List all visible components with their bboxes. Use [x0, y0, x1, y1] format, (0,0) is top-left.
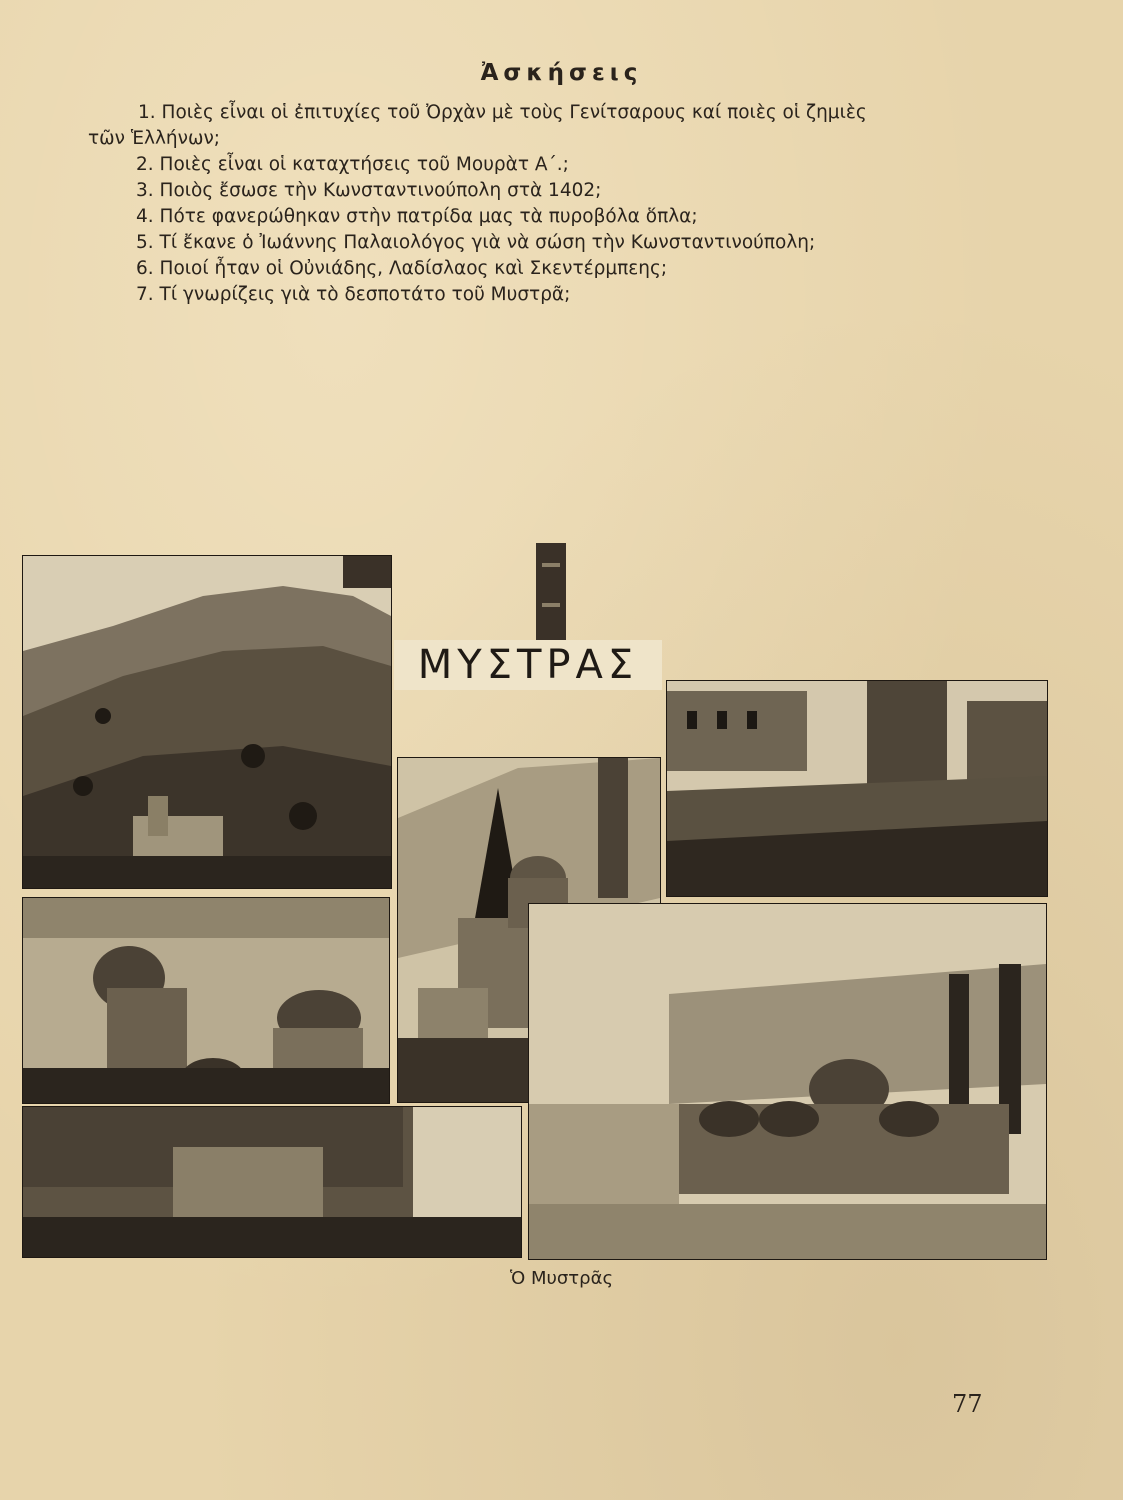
exercise-text: Ποιὲς εἶναι οἱ καταχτήσεις τοῦ Μουρὰτ Α΄.; [159, 154, 569, 175]
exercise-item [88, 230, 988, 256]
photo-domes [22, 897, 390, 1104]
exercise-text-continuation: τῶν Ἑλλήνων; [88, 128, 221, 149]
photo-hill-fortress [22, 555, 392, 889]
exercise-text: Ποιὲς εἶναι οἱ ἐπιτυχίες τοῦ Ὀρχὰν μὲ τοὺς Γενίτσαρους καί ποιὲς οἱ ζημιὲς [161, 102, 867, 123]
exercise-number: 3. [136, 180, 154, 201]
photo-tower [536, 543, 566, 640]
photo-monastery [528, 903, 1047, 1260]
exercise-text: Πότε φανερώθηκαν στὴν πατρίδα μας τὰ πυροβόλα ὅπλα; [159, 206, 698, 227]
exercise-text: Τί γνωρίζεις γιὰ τὸ δεσποτάτο τοῦ Μυστρᾶ; [159, 284, 571, 305]
exercise-item [88, 100, 988, 152]
figure-caption: Ὁ Μυστρᾶς [509, 1268, 614, 1289]
exercise-text: Τί ἔκανε ὁ Ἰωάννης Παλαιολόγος γιὰ νὰ σώση τὴν Κωνσταντινούπολη; [159, 232, 816, 253]
exercise-item [88, 256, 988, 282]
exercise-text: Ποιοί ἦταν οἱ Οὐνιάδης, Λαδίσλαος καὶ Σκεντέρμπεης; [159, 258, 668, 279]
photo-ruins [666, 680, 1048, 897]
photo-title-label: ΜΥΣΤΡΑΣ [394, 640, 662, 690]
photo-town-strip [22, 1106, 522, 1258]
page-number: 77 [952, 1390, 983, 1418]
exercise-number: 1. [138, 102, 156, 123]
exercise-item [88, 204, 988, 230]
exercise-item [88, 178, 988, 204]
exercise-item [88, 282, 988, 308]
exercise-number: 2. [136, 154, 154, 175]
page-heading: Ἀσκήσεις [480, 60, 643, 86]
exercise-number: 4. [136, 206, 154, 227]
exercise-number: 6. [136, 258, 154, 279]
exercise-item [88, 152, 988, 178]
exercise-list [88, 100, 988, 308]
exercise-number: 7. [136, 284, 154, 305]
exercise-number: 5. [136, 232, 154, 253]
exercise-text: Ποιὸς ἔσωσε τὴν Κωνσταντινούπολη στὰ 1402; [159, 180, 602, 201]
